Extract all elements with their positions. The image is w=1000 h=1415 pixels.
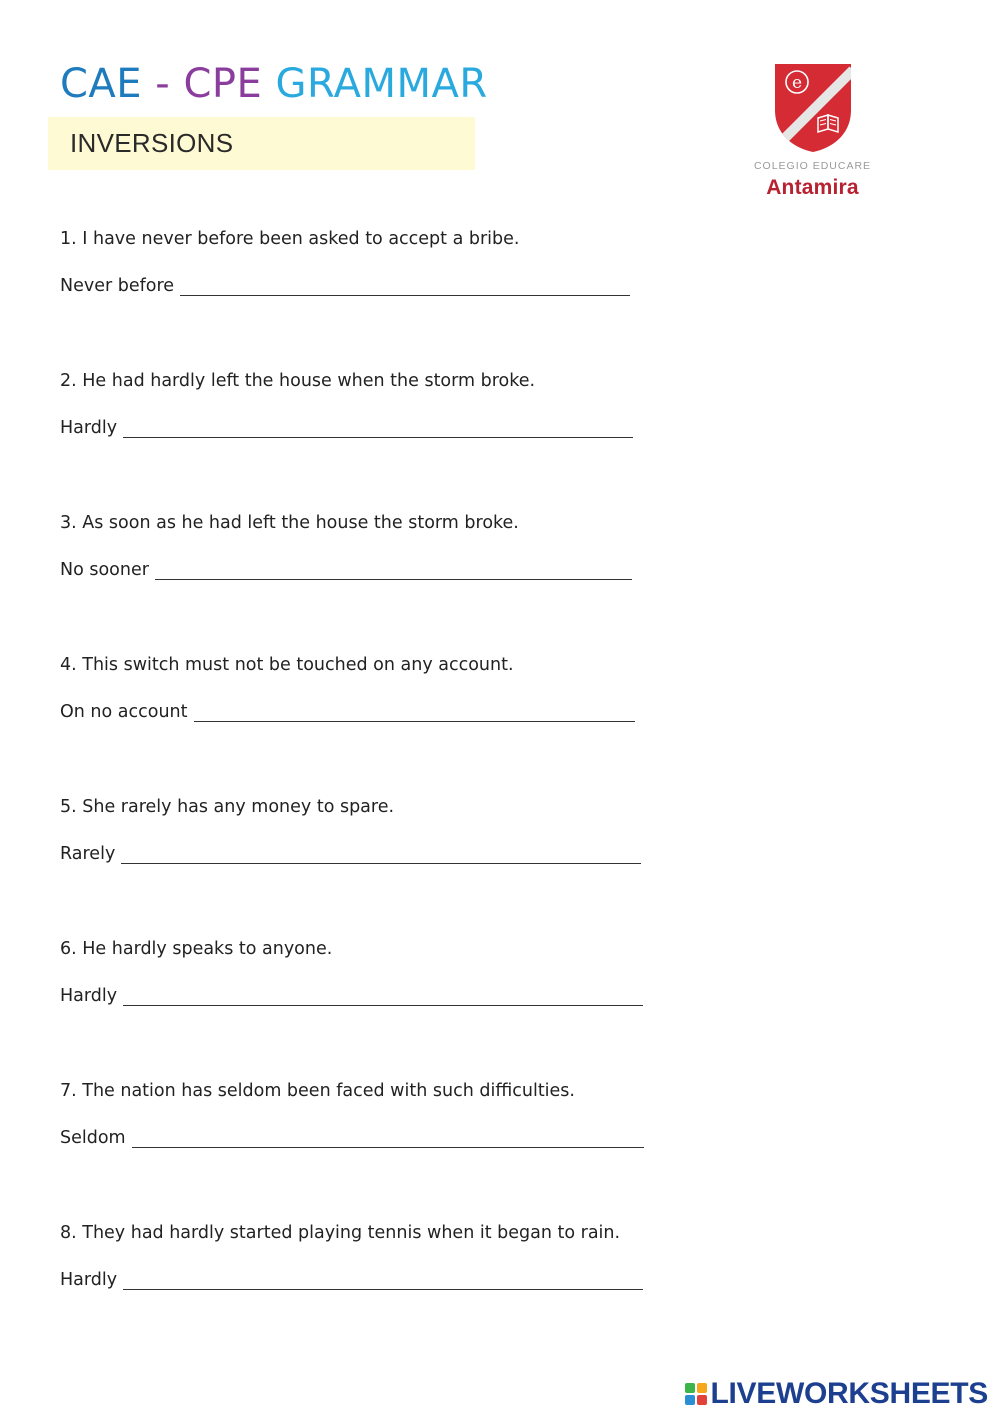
school-logo — [745, 62, 880, 214]
subtitle-text: INVERSIONS — [70, 128, 234, 158]
question-prompt: 5. She rarely has any money to spare. — [60, 797, 395, 817]
answer-stem: Hardly — [60, 986, 118, 1006]
liveworksheets-brand: LIVEWORKSHEETS — [710, 1377, 988, 1410]
logo-school-name: Antamira — [766, 176, 859, 199]
answer-stem: Never before — [60, 276, 175, 296]
answer-blank[interactable] — [121, 863, 641, 864]
subtitle-banner — [48, 117, 475, 170]
worksheet-title — [60, 58, 488, 110]
liveworksheets-logo-icon — [685, 1383, 707, 1405]
answer-line — [60, 837, 700, 871]
answer-blank[interactable] — [123, 1289, 643, 1290]
answer-blank[interactable] — [180, 295, 630, 296]
answer-line — [60, 1121, 700, 1155]
question-item — [60, 648, 700, 790]
title-grammar: GRAMMAR — [262, 61, 488, 107]
question-prompt: 7. The nation has seldom been faced with such difficulties. — [60, 1081, 575, 1101]
question-list — [60, 222, 700, 1358]
answer-line — [60, 553, 700, 587]
question-item — [60, 932, 700, 1074]
answer-blank[interactable] — [132, 1147, 644, 1148]
title-cae: CAE — [60, 61, 143, 107]
answer-stem: Hardly — [60, 418, 118, 438]
question-item — [60, 790, 700, 932]
answer-stem: No sooner — [60, 560, 149, 580]
question-prompt: 4. This switch must not be touched on any account. — [60, 655, 514, 675]
title-dash: - — [142, 61, 184, 107]
answer-blank[interactable] — [123, 437, 633, 438]
liveworksheets-footer[interactable] — [685, 1377, 989, 1411]
answer-blank[interactable] — [155, 579, 632, 580]
answer-line — [60, 411, 700, 445]
answer-line — [60, 1263, 700, 1297]
answer-stem: On no account — [60, 702, 188, 722]
question-prompt: 1. I have never before been asked to accept a bribe. — [60, 229, 520, 249]
question-prompt: 3. As soon as he had left the house the storm broke. — [60, 513, 519, 533]
question-item — [60, 1216, 700, 1358]
question-item — [60, 1074, 700, 1216]
question-item — [60, 506, 700, 648]
logo-caption: COLEGIO EDUCARE — [753, 160, 872, 172]
answer-line — [60, 269, 700, 303]
question-prompt: 8. They had hardly started playing tennis when it began to rain. — [60, 1223, 621, 1243]
answer-line — [60, 979, 700, 1013]
answer-stem: Seldom — [60, 1128, 126, 1148]
title-cpe: CPE — [183, 61, 263, 107]
answer-stem: Rarely — [60, 844, 116, 864]
answer-stem: Hardly — [60, 1270, 118, 1290]
school-shield-icon — [773, 62, 853, 154]
question-item — [60, 222, 700, 364]
question-prompt: 6. He hardly speaks to anyone. — [60, 939, 333, 959]
svg-text:e: e — [791, 73, 802, 93]
question-prompt: 2. He had hardly left the house when the storm broke. — [60, 371, 536, 391]
answer-line — [60, 695, 700, 729]
answer-blank[interactable] — [123, 1005, 643, 1006]
answer-blank[interactable] — [194, 721, 635, 722]
question-item — [60, 364, 700, 506]
